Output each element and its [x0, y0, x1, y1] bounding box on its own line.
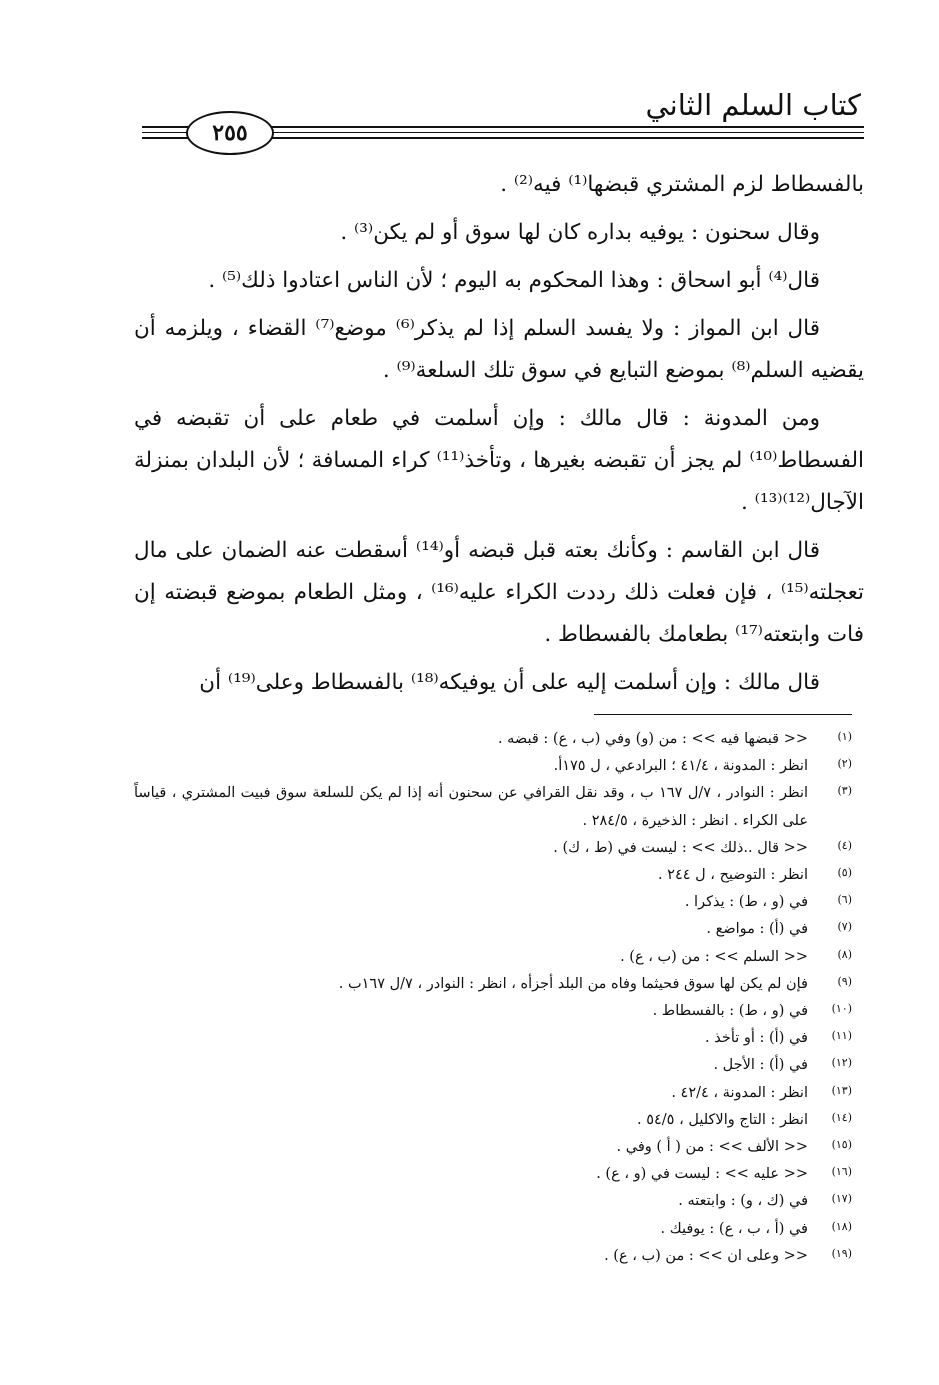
footnote-item	[134, 889, 852, 916]
paragraph: ومن المدونة : قال مالك : وإن أسلمت في طعام على أن تقبضه في الفسطاط⁽¹⁰⁾ لم يجز أن تقبضه بغيرها ، وتأخذ⁽¹¹⁾ كراء المسافة ؛ لأن البلدان بمنزلة الآجال⁽¹²⁾⁽¹³⁾ .	[134, 406, 864, 515]
paragraph: قال مالك : وإن أسلمت إليه على أن يوفيكه⁽¹⁸⁾ بالفسطاط وعلى⁽¹⁹⁾ أن	[199, 670, 820, 695]
footnote-text: انظر : التاج والاكليل ، ٥٤/٥ .	[637, 1111, 808, 1128]
footnote-item	[134, 726, 852, 753]
footnote-item	[134, 1025, 852, 1052]
footnote-item	[134, 835, 852, 862]
footnote-number: (١٩)	[831, 1246, 852, 1260]
footnote-number: (٤)	[837, 838, 852, 852]
footnote-text: في (أ) : الأجل .	[713, 1057, 808, 1074]
footnote-number: (٢)	[837, 757, 852, 771]
footnote-number: (١٠)	[831, 1002, 852, 1016]
running-header-title: كتاب السلم الثاني	[645, 88, 861, 122]
footnote-text: << قبضها فيه >> : من (و) وفي (ب ، ع) : قبضه .	[497, 731, 808, 747]
page-number-badge: ٢٥٥	[186, 111, 274, 155]
footnote-text: انظر : المدونة ، ٤٢/٤ .	[671, 1084, 808, 1101]
paragraph: قال ابن المواز : ولا يفسد السلم إذا لم يذكر⁽⁶⁾ موضع⁽⁷⁾ القضاء ، ويلزمه أن يقضيه السلم⁽⁸⁾ بموضع التبايع في سوق تلك السلعة⁽⁹⁾ .	[134, 316, 864, 383]
footnote-text: << السلم >> : من (ب ، ع) .	[620, 948, 808, 965]
footnote-number: (١١)	[831, 1029, 852, 1043]
footnote-number: (٥)	[837, 866, 852, 880]
footnote-number: (١٢)	[831, 1056, 852, 1070]
footnote-text: << قال ..ذلك >> : ليست في (ط ، ك) .	[553, 839, 808, 856]
footnote-text: << وعلى ان >> : من (ب ، ع) .	[604, 1247, 808, 1264]
paragraph: قال⁽⁴⁾ أبو اسحاق : وهذا المحكوم به اليوم ؛ لأن الناس اعتادوا ذلك⁽⁵⁾ .	[208, 268, 820, 293]
footnote-text: فإن لم يكن لها سوق فحيثما وفاه من البلد أجزأه ، انظر : النوادر ، ٧/ل ١٦٧ب .	[338, 975, 808, 992]
footnote-number: (١٧)	[831, 1192, 852, 1206]
footnote-item	[134, 753, 852, 780]
footnote-text: انظر : المدونة ، ٤١/٤ ؛ البرادعي ، ل ١٧٥أ.	[553, 758, 808, 775]
footnote-item	[134, 916, 852, 943]
footnote-number: (١٨)	[831, 1219, 852, 1233]
footnote-item	[134, 1080, 852, 1107]
footnote-item	[134, 1134, 852, 1161]
footnote-text: في (أ) : مواضع .	[706, 921, 808, 938]
footnote-text: << عليه >> : ليست في (و ، ع) .	[596, 1166, 808, 1183]
footnote-text: << الألف >> : من ( أ ) وفي .	[616, 1139, 808, 1156]
footnote-item	[134, 862, 852, 889]
footnote-number: (١٦)	[831, 1165, 852, 1179]
footnote-text: في (ك ، و) : وابتعته .	[678, 1193, 808, 1210]
footnote-text: انظر : النوادر ، ٧/ل ١٦٧ ب ، وقد نقل القرافي عن سحنون أنه إذا لم يكن للسلعة سوق فبيت المشتري ، قياساً على الكراء . انظر : الذخيرة ، ٢٨٤/٥ .	[134, 785, 809, 829]
footnote-number: (٣)	[837, 784, 852, 798]
footnote-item	[134, 1161, 852, 1188]
footnote-number: (١)	[837, 730, 852, 743]
footnote-separator	[594, 714, 852, 715]
paragraph: وقال سحنون : يوفيه بداره كان لها سوق أو لم يكن⁽³⁾ .	[340, 220, 820, 245]
main-text	[134, 164, 864, 710]
footnote-text: انظر : التوضيح ، ل ٢٤٤ .	[657, 867, 808, 884]
footnote-item	[134, 1107, 852, 1134]
footnote-number: (١٤)	[831, 1110, 852, 1124]
footnote-number: (١٣)	[831, 1083, 852, 1097]
footnote-text: في (و ، ط) : يذكرا .	[684, 894, 808, 911]
footnote-item	[134, 1052, 852, 1079]
footnote-number: (٨)	[837, 947, 852, 961]
footnote-number: (٧)	[837, 920, 852, 934]
footnote-item	[134, 780, 852, 834]
footnote-number: (٦)	[837, 893, 852, 907]
footnotes-list	[134, 726, 852, 1270]
footnote-text: في (أ ، ب ، ع) : يوفيك .	[660, 1220, 808, 1237]
paragraph: قال ابن القاسم : وكأنك بعته قبل قبضه أو⁽¹⁴⁾ أسقطت عنه الضمان على مال تعجلته⁽¹⁵⁾ ، فإن فعلت ذلك رددت الكراء عليه⁽¹⁶⁾ ، ومثل الطعام بموضع قبضته إن فات وابتعته⁽¹⁷⁾ بطعامك بالفسطاط .	[134, 538, 865, 647]
footnote-number: (١٥)	[831, 1138, 852, 1152]
footnote-text: في (و ، ط) : بالفسطاط .	[652, 1003, 808, 1020]
footnote-item	[134, 1216, 852, 1243]
footnote-item	[134, 1188, 852, 1215]
footnote-item	[134, 1243, 852, 1270]
footnote-item	[134, 998, 852, 1025]
paragraph: بالفسطاط لزم المشتري قبضها⁽¹⁾ فيه⁽²⁾ .	[500, 172, 864, 197]
footnote-text: في (أ) : أو تأخذ .	[705, 1030, 808, 1047]
footnote-item	[134, 944, 852, 971]
footnote-item	[134, 971, 852, 998]
footnote-number: (٩)	[837, 974, 852, 988]
